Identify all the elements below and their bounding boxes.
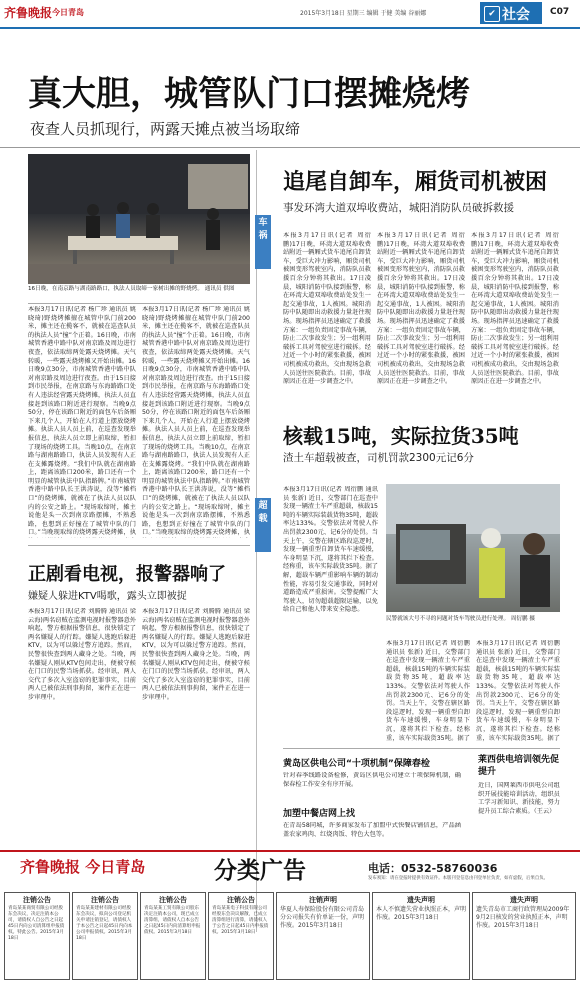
- briefs-rule: [283, 748, 560, 749]
- story4-body-col1: 本报3月17日讯(记者 刘腾腾 通讯员 梁云海)两名窃贼在监测电视时报警器意外响起，警方根据报警信息，很快锁定了两名嫌疑人的行踪。嫌疑人逃跑后躲进KTV，以为可以躲过警方追踪。然而，民警很快查到两人藏身之处。当晚，两名嫌疑人刚从KTV包间走出，便被守候在门口的民警当场抓获。经审讯，两人交代了多次入室盗窃的犯罪事实，目前两人已被依法刑事拘留，案件正在进一步审理中。: [28, 608, 136, 701]
- tab-label: 超载: [258, 501, 268, 524]
- classified-ad: [4, 892, 70, 980]
- ad-title: 注销公告: [227, 896, 255, 904]
- classified-notice: 发布须知：请在登报时提供有效证件。本版刊登信息由刊登单位负责，如有虚假，后果自负。: [368, 876, 549, 881]
- story5-headline: 黄岛区供电公司“十项机制”保障春检: [283, 759, 430, 769]
- story4-headline: 正剧看电视，报警器响了: [28, 564, 226, 585]
- ad-text: 青岛某某电子科技有限公司经股东会决议解散，已成立清算组进行清算，请债权人于公告之日起45日内申报债权。2015年3月18日: [212, 906, 269, 935]
- lead-caption-rule: [28, 303, 250, 304]
- lead-photo-caption: 16日晚，在南京路与湖南路路口，执法人员取缔一家树出摊的野烧烤。 通讯员 供图: [28, 286, 235, 292]
- classified-ad: [208, 892, 274, 980]
- street-stall-illustration: [28, 154, 250, 284]
- classified-ad: [72, 892, 138, 980]
- story3-photo-caption: 民警就该大号不寻的问题对货车驾驶员进行处理。 周衍鹏 摄: [386, 616, 535, 622]
- ad-text: 华夏人寿保险股份有限公司青岛分公司报失有价单证一份，声明作废。2015年3月18日: [280, 906, 365, 929]
- story6-headline: 加塑中餐店网上找: [283, 809, 356, 819]
- story4-body-col2: 本报3月17日讯(记者 刘腾腾 通讯员 梁云海)两名窃贼在监测电视时报警器意外响起，警方根据报警信息，很快锁定了两名嫌疑人的行踪。嫌疑人逃跑后躲进KTV，以为可以躲过警方追踪。然而，民警很快查到两人藏身之处。当晚，两名嫌疑人刚从KTV包间走出，便被守候在门口的民警当场抓获。经审讯，两人交代了多次入室盗窃的犯罪事实，目前两人已被依法刑事拘留，案件正在进一步审理中。: [142, 608, 250, 701]
- story7-headline: 莱西供电培训领先促提升: [478, 755, 560, 777]
- story3-subheadline: 渣土车超载被查，司机罚款2300元记6分: [283, 452, 474, 464]
- story4-rule: [28, 545, 250, 546]
- newspaper-logo: 齐鲁晚报: [4, 6, 53, 20]
- story3-body-col1: 本报3月17日讯(记者 周衍鹏 通讯员 张新) 近日，交警部门在巡查中发现一辆渣土车严重超载，核载15吨的车辆实际装载货物35吨，超载率达133%。交警依法对驾驶人作出罚款2300元、记6分的处罚。当天上午，交警在辖区路段巡逻时，发现一辆重型自卸货车车速缓慢，车身明显下沉，遂将其拦下检查。经称重，该车实际载货35吨。据了解，超载车辆严重影响车辆的制动性能，容易引发交通事故，同时对道路造成严重损害。交警提醒广大驾驶人，切勿超载超限运输，以免给自己和他人带来安全隐患。: [283, 486, 378, 614]
- classified-ad: [140, 892, 206, 980]
- lead-subheadline: 夜查人员抓现行，两露天摊点被当场取缔: [30, 120, 301, 138]
- lead-article-body-col1: 本报3月17日讯(记者 杨广珍 通讯员 姚晓琦)野烧烤摊擅在城管中队门前200米，摊主还在揽客不，就被在巡查队员的执法人员“撞”个正着。16日晚，市南城管香港中路中队对南京路及周边进行夜查，依法取缔两处露天烧烤摊。天气转暖，一些露天烧烤摊又开始出摊。16日晚9点30分，市南城管香港中路中队对南京路及周边进行夜查。由于15日接到市民举报，在南京路与东海路路口处有人违法经营露天烧烤摊，执法人员直接赶到该路口附近进行现察。当晚9点50分，停在该路口附近的面包车后备厢下来几个人，开始在人行道上摆放烧烤摊。执法人员人员上前，在巡查发现举报信息，执法人员立即上前取缔，暂扣了现场的烧烤工具。当晚10点，在南京路与湖南路路口，执法人员发现有人正在支摊露烧烤。“我们中队就在湖南路上，距离该路口200米，路口还有一个明显的城管执法中队指路牌。”市南城管香港中路中队长王洪涛说，没等“摊档口”的烧烤摊，就被在了执法人员以队内的公安之路上。“现场取缔时，摊主说他是头一次到南京路摆摊，不熟悉路，也想到正好撞在了城管中队的门口。”当晚现取缔的烧烤露天烧烤摊，执: [28, 306, 136, 537]
- section-banner: [480, 2, 542, 24]
- lead-article-body-continued: 本报3月17日讯(记者 杨广珍 通讯员 姚晓琦)野烧烤摊擅在城管中队门前200米，摊主还在揽客不，就被在巡查队员的执法人员“撞”个正着。16日晚，市南城管香港中路中队对南京路及周边进行夜查，依法取缔两处露天烧烤摊。天气转暖，一些露天烧烤摊又开始出摊。16日晚9点30分，市南城管香港中路中队对南京路及周边进行夜查。由于15日接到市民举报，在南京路与东海路路口处有人违法经营露天烧烤摊，执法人员直接赶到该路口附近进行现察。当晚9点50分，停在该路口附近的面包车后备厢下来几个人，开始在人行道上摆放烧烤摊。执法人员人员上前，在巡查发现举报信息，执法人员立即上前取缔，暂扣了现场的烧烤工具。当晚10点，在南京路与湖南路路口，执法人员发现有人正在支摊露烧烤。“我们中队就在湖南路上，距离该路口200米，路口还有一个明显的城管执法中队指路牌。”市南城管香港中路中队长王洪涛说，没等“摊档口”的烧烤摊，就被在了执法人员以队内的公安之路上。“现场取缔时，摊主说他是头一次到南京路摆摊，不熟悉路，也想到正好撞在了城管中队的门口。”当晚现取缔的烧烤露天烧烤摊，执: [142, 306, 250, 537]
- phone-label: 电话：: [368, 862, 401, 875]
- issue-date-and-editors: 2015年3月18日 星期三 编辑 于健 美编 谷丽娜: [300, 10, 427, 17]
- ad-text: 青岛某某建材有限公司经股东会决议，拟向公司登记机关申请注销登记，请债权人于本公告之日起45日内向本公司申报债权。2015年3月18日: [76, 906, 133, 941]
- story3-headline: 核载15吨，实际拉货35吨: [283, 424, 519, 448]
- section-name: 社会: [502, 7, 530, 23]
- story3-body-col2: 本报3月17日讯(记者 周衍鹏 通讯员 张新) 近日，交警部门在巡查中发现一辆渣土车严重超载，核载15吨的车辆实际装载货物35吨，超载率达133%。交警依法对驾驶人作出罚款2300元、记6分的处罚。当天上午，交警在辖区路段巡逻时，发现一辆重型自卸货车车速缓慢，车身明显下沉，遂将其拦下检查。经称重，该车实际载货35吨。据了: [386, 640, 470, 742]
- ad-text: 青岛某某工贸有限公司股东决定注销本公司，现已成立清算组，请债权人自本公告之日起45日内向清算组申报债权。2015年3月18日: [144, 906, 201, 935]
- ad-text: 本人不慎遗失营业执照正本，声明作废。2015年3月18日: [376, 906, 467, 921]
- classified-ad: [372, 892, 470, 980]
- header-rule: [0, 27, 580, 29]
- ad-title: 遗失声明: [510, 896, 538, 904]
- story3-photo: [386, 484, 560, 612]
- ad-text: 遗失青岛市工商行政管理局2009年9月2日核发的营业执照正本，声明作废。2015年3月18日: [476, 906, 570, 929]
- classified-ad: [472, 892, 576, 980]
- ad-title: 注销声明: [309, 896, 337, 904]
- ad-title: 注销公告: [91, 896, 119, 904]
- classified-logo: 齐鲁晚报 今日青岛: [20, 858, 146, 876]
- story6-body: 在青岛58同城，许多商家发布了加盟中式快餐店铺信息，产品涵盖农家鸡肉、红烧肉饭、特色大包等。: [283, 822, 461, 838]
- story2-body-col2: 本报3月17日讯(记者 周衍鹏)17日晚，环湾大道双埠收费站附近一辆厢式货车追尾自卸货车，受巨大冲力影响，厢货司机被困变形驾驶室内，消防队员救援百余分钟将其救出。17日凌晨，城阳消防中队接到报警，称在环湾大道双埠收费站处发生一起交通事故，1人被困。城阳消防中队随即出动救援力量赶往现场。现场指挥员迅速确定了救援方案：一组负责固定事故车辆，防止二次事故发生；另一组利用破拆工具对驾驶室进行破拆。经过近一个小时的紧张救援，被困司机被成功救出，交由现场急救人员送往医院救治。目前，事故原因正在进一步调查之中。: [377, 232, 465, 386]
- story2-headline: 追尾自卸车，厢货司机被困: [283, 169, 548, 195]
- ad-title: 注销公告: [23, 896, 51, 904]
- story5-body: 针对春季线路设备检修，黄岛区供电公司建立十项保障机制，确保春检工作安全有序开展。: [283, 772, 461, 788]
- story4-subheadline: 嫌疑人躲进KTV喝歌，露头立即被捉: [28, 591, 187, 602]
- story2-subheadline: 事发环湾大道双埠收费站，城阳消防队员破拆救援: [283, 202, 514, 214]
- traffic-police-illustration: [386, 484, 560, 612]
- classified-title: 分类广告: [214, 857, 306, 884]
- story3-body-col3: 本报3月17日讯(记者 周衍鹏 通讯员 张新) 近日，交警部门在巡查中发现一辆渣土车严重超载，核载15吨的车辆实际装载货物35吨，超载率达133%。交警依法对驾驶人作出罚款2300元、记6分的处罚。当天上午，交警在辖区路段巡逻时，发现一辆重型自卸货车车速缓慢，车身明显下沉，遂将其拦下检查。经称重，该车实际载货35吨。据了: [476, 640, 560, 742]
- category-tab-accident: [255, 215, 271, 269]
- phone-number: 0532-58760036: [401, 862, 498, 875]
- tab-label: 车祸: [258, 218, 268, 241]
- story7-body: 近日，国网莱西市供电公司组织开展技能培训活动，组织员工学习新知识、新技能，努力提升员工综合素质。（王云）: [478, 782, 560, 815]
- edition-name: 今日青岛: [52, 8, 84, 17]
- lead-headline: 真大胆，城管队门口摆摊烧烤: [28, 74, 470, 114]
- lead-photo: [28, 154, 250, 284]
- story2-body-col3: 本报3月17日讯(记者 周衍鹏)17日晚，环湾大道双埠收费站附近一辆厢式货车追尾自卸货车，受巨大冲力影响，厢货司机被困变形驾驶室内，消防队员救援百余分钟将其救出。17日凌晨，城阳消防中队接到报警，称在环湾大道双埠收费站处发生一起交通事故，1人被困。城阳消防中队随即出动救援力量赶往现场。现场指挥员迅速确定了救援方案：一组负责固定事故车辆，防止二次事故发生；另一组利用破拆工具对驾驶室进行破拆。经过近一个小时的紧张救援，被困司机被成功救出，交由现场急救人员送往医院救治。目前，事故原因正在进一步调查之中。: [471, 232, 559, 386]
- classified-ad: [276, 892, 370, 980]
- check-icon: ✔: [484, 6, 500, 22]
- story2-body-col1: 本报3月17日讯(记者 周衍鹏)17日晚，环湾大道双埠收费站附近一辆厢式货车追尾自卸货车，受巨大冲力影响，厢货司机被困变形驾驶室内，消防队员救援百余分钟将其救出。17日凌晨，城阳消防中队接到报警，称在环湾大道双埠收费站处发生一起交通事故，1人被困。城阳消防中队随即出动救援力量赶往现场。现场指挥员迅速确定了救援方案：一组负责固定事故车辆，防止二次事故发生；另一组利用破拆工具对驾驶室进行破拆。经过近一个小时的紧张救援，被困司机被成功救出，交由现场急救人员送往医院救治。目前，事故原因正在进一步调查之中。: [283, 232, 371, 386]
- ad-title: 遗失声明: [407, 896, 435, 904]
- ad-text: 青岛某某商贸有限公司经股东会决议，决定注销本公司，请债权人自公告之日起45日内向公司清算组申报债权。特此公告。2015年3月18日: [8, 906, 65, 941]
- category-tab-overload: [255, 498, 271, 552]
- lead-article-body-col2: [142, 306, 250, 538]
- ad-title: 注销公告: [159, 896, 187, 904]
- classified-phone: [368, 860, 497, 876]
- lead-divider: [0, 147, 580, 148]
- page-number: C07: [550, 7, 570, 17]
